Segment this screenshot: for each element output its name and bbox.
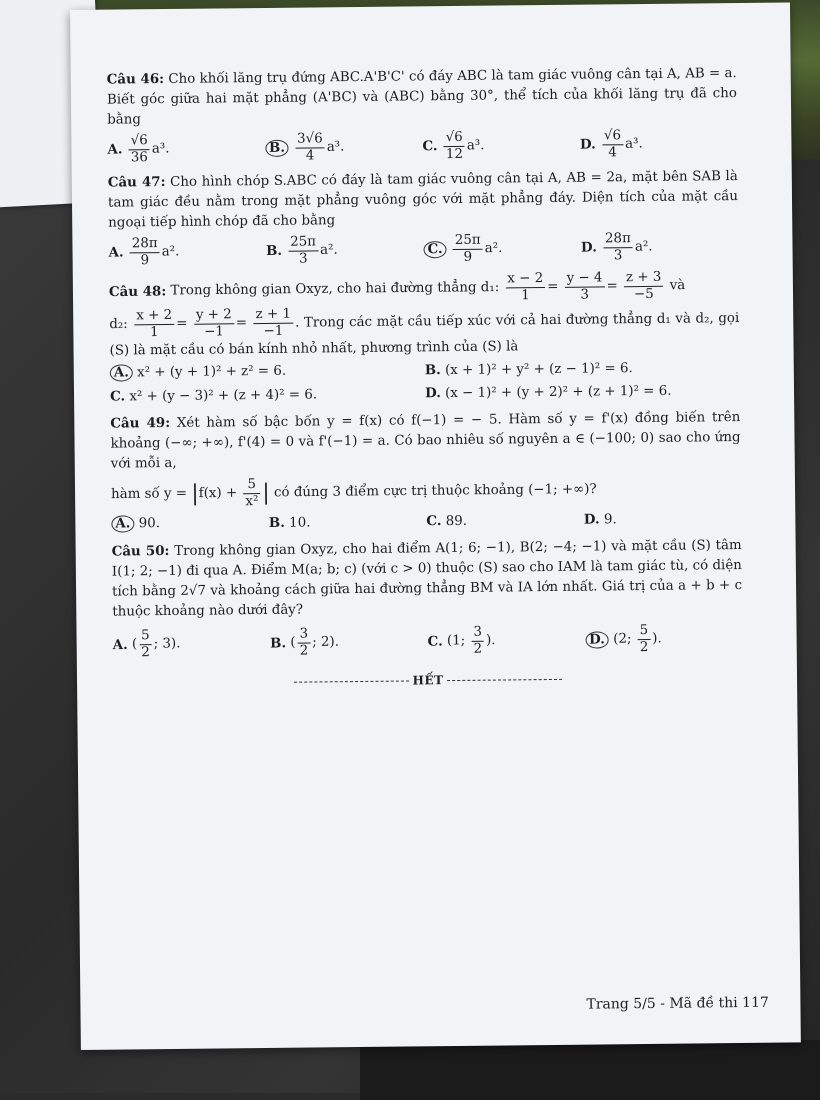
- question-48-options-row2: [110, 380, 740, 408]
- q47-option-d[interactable]: D. $\frac{28\pi}{3}$ a².: [580, 231, 653, 264]
- question-46-label: Câu 46:: [106, 71, 165, 88]
- q48-option-d[interactable]: D. (x − 1)² + (y + 2)² + (z + 1)² = 6.: [424, 383, 672, 402]
- question-49-label: Câu 49:: [110, 414, 171, 432]
- question-48-label: Câu 48:: [108, 283, 167, 301]
- question-46: [107, 63, 738, 167]
- q47-option-c[interactable]: C. $\frac{25\pi}{9}$ a².: [423, 232, 581, 267]
- q47-option-a[interactable]: A. $\frac{28\pi}{9}$ a².: [108, 236, 180, 269]
- answer-circle-mark: A.: [111, 515, 134, 532]
- end-dash-right: [447, 679, 562, 681]
- q49-option-a[interactable]: A. 90.: [111, 513, 269, 536]
- question-49-options: [111, 508, 741, 536]
- page-content: [107, 63, 743, 694]
- answer-circle-mark: D.: [585, 631, 609, 648]
- question-50-label: Câu 50:: [111, 542, 170, 560]
- question-46-body: Cho khối lăng trụ đứng ABC.A'B'C' có đáy ABC là tam giác vuông cân tại A, AB = a. Biết góc giữa hai mặt phẳng (A'BC) và (ABC) bằng 30°, thể tích của khối lăng trụ đã cho bằng: [106, 66, 737, 128]
- q49-option-b[interactable]: B. 10.: [268, 514, 311, 531]
- page-footer: Trang 5/5 - Mã đề thi 117: [586, 994, 769, 1013]
- question-50-text: Câu 50: Trong không gian Oxyz, cho hai điểm A(1; 6; −1), B(2; −4; −1) và mặt cầu (S) tâm I(1; 2; −1) đi qua A. Điểm M(a; b; c) (với c > 0) thuộc (S) sao cho IAM là tam giác tù, có diện tích bằng 2√7 và khoảng cách giữa hai đường thẳng BM và IA lớn nhất. Giá trị của a + b + c thuộc khoảng nào dưới đây?: [111, 537, 743, 620]
- question-49-text: Câu 49: Xét hàm số bậc bốn y = f(x) có f(−1) = − 5. Hàm số y = f'(x) đồng biến trên khoảng (−∞; +∞), f'(4) = 0 và f'(−1) = a. Có bao nhiêu số nguyên a ∈ (−100; 0) sao cho ứng với mỗi a,: [110, 410, 741, 472]
- q46-option-b[interactable]: B. $\frac{3√6}{4}$ a³.: [265, 130, 423, 165]
- question-47: [108, 166, 739, 270]
- question-48: [109, 269, 740, 408]
- question-47-options: [108, 230, 738, 270]
- question-49-function-line: hàm số y = |f(x) + $\frac{5}{\text{x²}}$ | có đúng 3 điểm cực trị thuộc khoảng (−1; +∞)?: [110, 477, 597, 510]
- question-50: [112, 535, 743, 662]
- question-48-text: Câu 48: Trong không gian Oxyz, cho hai đường thẳng d₁: $\frac{x - 2}{1}$ = $\frac{y - 4}{3}$ = $\frac{z + 3}{-5}$ và d₂: $\frac{x + 2}{1}$ = $\frac{y + 2}{-1}$ = $\frac{z + 1}{-1}$ . Trong các mặt cầu tiếp xúc với cả hai đường thẳng d₁ và d₂, gọi (S) là mặt cầu có bán kính nhỏ nhất, phương trình của (S) là: [108, 269, 740, 359]
- q49-option-c[interactable]: C. 89.: [426, 513, 468, 530]
- q50-option-c[interactable]: C. (1; $\frac{3}{2}$ ).: [427, 624, 496, 657]
- question-49: [110, 407, 741, 536]
- background-shadow: [360, 1040, 820, 1100]
- question-50-options: [112, 622, 742, 662]
- question-46-text: [107, 63, 738, 131]
- q48-option-a[interactable]: A. x² + (y + 1)² + z² = 6.: [110, 360, 425, 384]
- exam-page: [70, 2, 801, 1049]
- q48-option-b[interactable]: B. (x + 1)² + y² + (z − 1)² = 6.: [424, 361, 633, 379]
- end-dash-left: [294, 680, 409, 682]
- q47-option-b[interactable]: B. $\frac{25\pi}{3}$ a².: [265, 234, 338, 267]
- q46-option-d[interactable]: D. $\frac{√6}{4}$ a³.: [579, 128, 643, 161]
- answer-circle-mark: C.: [423, 241, 446, 258]
- q50-option-d[interactable]: D. (2; $\frac{5}{2}$ ).: [585, 622, 743, 657]
- q50-option-a[interactable]: A. ( $\frac{5}{2}$ ; 3).: [112, 628, 181, 661]
- q49-option-d[interactable]: D. 9.: [583, 511, 617, 528]
- question-47-text: [108, 166, 739, 234]
- question-46-options: [107, 127, 737, 167]
- question-47-label: Câu 47:: [107, 174, 166, 191]
- end-word: HẾT: [412, 673, 444, 688]
- q46-option-c[interactable]: C. $\frac{√6}{12}$ a³.: [422, 129, 485, 163]
- answer-circle-mark: A.: [110, 364, 133, 381]
- q50-option-b[interactable]: B. ( $\frac{3}{2}$ ; 2).: [270, 626, 340, 659]
- q48-option-c[interactable]: C. x² + (y − 3)² + (z + 4)² = 6.: [109, 387, 318, 405]
- answer-circle-mark: B.: [265, 140, 289, 157]
- q46-option-a[interactable]: A. $\frac{√6}{36}$ a³.: [107, 133, 170, 166]
- end-marker: [113, 667, 743, 694]
- question-47-body: Cho hình chóp S.ABC có đáy là tam giác vuông cân tại A, AB = 2a, mặt bên SAB là tam giác đều nằm trong mặt phẳng vuông góc với mặt phẳng đáy. Diện tích của mặt cầu ngoại tiếp hình chóp đã cho bằng: [107, 169, 739, 231]
